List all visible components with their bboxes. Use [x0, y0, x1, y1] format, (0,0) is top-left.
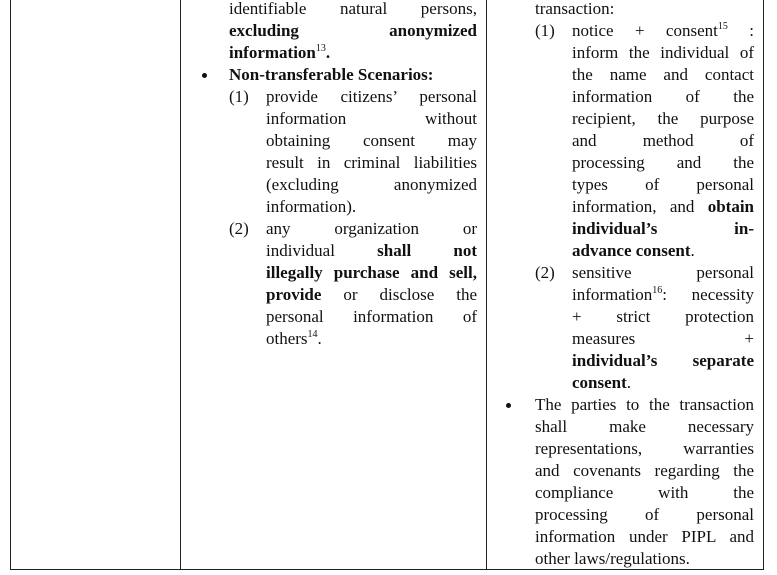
item-number: (1) — [229, 87, 249, 106]
bullet-heading: Non-transferable Scenarios: — [229, 65, 434, 84]
item-number: (2) — [535, 263, 555, 282]
footnote-15: 15 — [717, 21, 728, 32]
table-border-left — [10, 0, 11, 570]
bullet-icon — [506, 403, 511, 408]
text-line: information$^{13}$. — [229, 43, 331, 62]
continued-bullet-text — [229, 0, 477, 64]
table-border-right — [763, 0, 764, 570]
numbered-item-2: (2) sensitive personal information$^{16}$: necessity + strict protection measures + individual’s separate consent. — [535, 263, 754, 392]
item-number: (2) — [229, 219, 249, 238]
middle-column — [188, 0, 477, 350]
bullet-icon — [202, 73, 207, 78]
bullet-parties-representations: The parties to the transaction shall make necessary representations, warranties and covenants regarding the compliance with the processing of personal information under PIPL and other laws/regulations. — [494, 394, 754, 570]
numbered-item-2: (2) any organization or individual shall not illegally purchase and sell, provide or disclose the personal information of others$^{14}$. — [229, 219, 478, 348]
right-column — [494, 0, 754, 570]
numbered-item-1: (1) provide citizens’ personal information without obtaining consent may result in criminal liabilities (excluding anonymized information). — [229, 87, 477, 216]
numbered-item-1: (1) notice + consent$^{15}$ : inform the individual of the name and contact information of the recipient, the purpose and method of processing and the types of personal information, and obtain individual’s in- advance consent. — [535, 21, 755, 260]
footnote-13: 13 — [315, 43, 326, 54]
table-divider-2 — [486, 0, 487, 570]
table-divider-1 — [180, 0, 181, 570]
text-line: excluding anonymized — [229, 21, 477, 40]
item-number: (1) — [535, 21, 555, 40]
bullet-non-transferable — [188, 64, 477, 350]
footnote-16: 16 — [652, 285, 663, 296]
footnote-14: 14 — [307, 329, 318, 340]
continued-bullet-text: transaction: (1) notice + consent$^{15}$ : inform the individual of the name and contact information of the recipient, the purpose and method of processing and the types of personal information, and obtain individual’s in- advance consent. (2) sensitive personal information$^{16}$: necessity + strict protection measures + individual’s separate consent. — [535, 0, 754, 394]
text-line: identifiable natural persons, — [229, 0, 477, 18]
